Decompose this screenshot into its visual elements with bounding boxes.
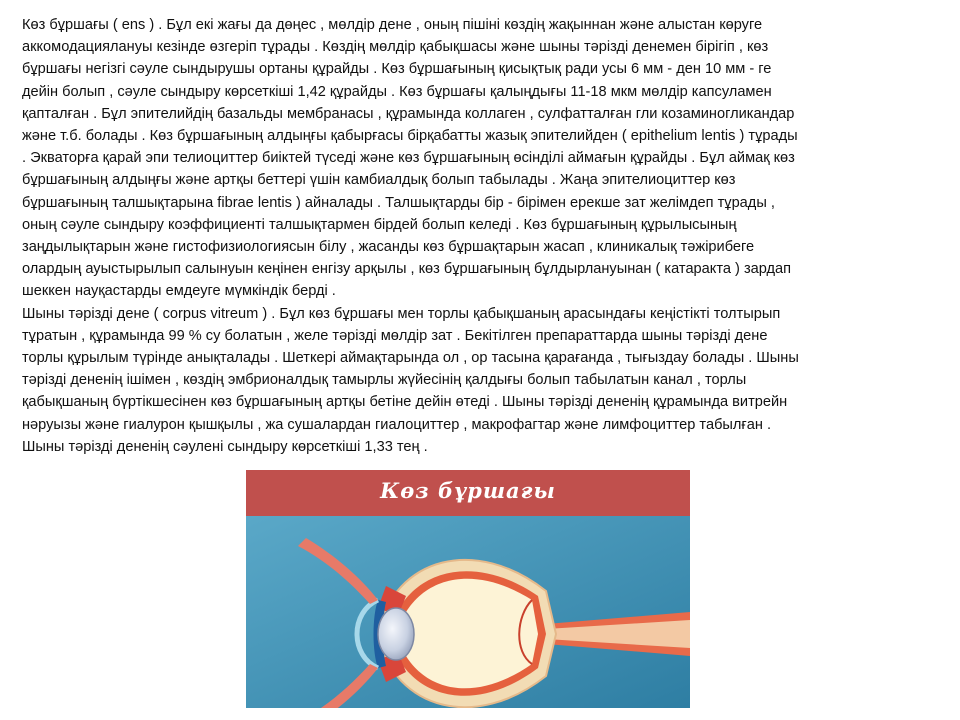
text-line: тәрізді дененің ішімен , көздің эмбрионалдық тамырлы жүйесінің қалдығы болып табылатын канал , торлы — [22, 372, 747, 389]
text-line: бұршағының талшықтарына fibrae lentis ) айналады . Талшықтарды бір - бірімен ерекше зат желімдеп тұрады , — [22, 194, 775, 211]
text-line: дейін болып , сәуле сындыру көрсеткіші 1,42 құрайды . Көз бұршағы қалыңдығы 11-18 мкм мөлдір капсуламен — [22, 83, 772, 100]
text-line: бұршағы негізгі сәуле сындырушы ортаны құрайды . Көз бұршағының қисықтық ради усы 6 мм - ден 10 мм - ге — [22, 61, 772, 78]
text-line: қапталған . Бұл эпителийдің базальды мембранасы , құрамында коллаген , сулфатталған гли козаминогликандар — [22, 105, 795, 122]
paragraph-lens — [22, 14, 942, 303]
text-line: Шыны тәрізді дененің сәулені сындыру көрсеткіші 1,33 тең . — [22, 438, 428, 455]
text-line: олардың ауыстырылып салынуын кеңінен енгізу арқылы , көз бұршағының бұлдырлануынан ( катаракта ) зардап — [22, 261, 792, 278]
lens — [378, 608, 414, 660]
text-line: аккомодациялануы кезінде өзгеріп тұрады . Көздің мөлдір қабықшасы және шыны тәрізді денемен бірігіп , көз — [22, 39, 769, 56]
article-text — [22, 14, 942, 458]
text-line: және т.б. болады . Көз бұршағының алдыңғы қабырғасы бірқабатты жазық эпителийден ( epithelium lentis ) тұрады — [22, 128, 798, 145]
text-line: шеккен науқастарды емдеуге мүмкіндік берді . — [22, 283, 336, 300]
figure-title: Көз бұршағы — [380, 478, 556, 503]
eye-illustration-panel — [246, 516, 690, 708]
eye-diagram — [246, 516, 690, 708]
text-line: торлы құрылым түрінде анықталады . Шеткері аймақтарында ол , ор тасына қарағанда , тығыздау болады . Шыны — [22, 350, 799, 367]
text-line: тұратын , құрамында 99 % су болатын , желе тәрізді мөлдір зат . Бекітілген препараттарда шыны тәрізді дене — [22, 327, 768, 344]
paragraph-vitreous-body — [22, 303, 942, 458]
text-line: Шыны тәрізді дене ( corpus vitreum ) . Бұл көз бұршағы мен торлы қабықшаның арасындағы кеңістікті толтырып — [22, 305, 781, 322]
text-line: . Экваторға қарай эпи телиоциттер биіктей түседі және көз бұршағының өсінділі аймағын құрайды . Бұл аймақ көз — [22, 150, 795, 167]
text-line: оның сәуле сындыру коэффициенті талшықтармен бірдей болып келеді . Көз бұршағының құрылысының — [22, 216, 737, 233]
text-line: нәруызы және гиалурон қышқылы , жа сушалардан гиалоциттер , макрофагтар және лимфоциттер табылған . — [22, 416, 772, 433]
text-line: заңдылықтарын және гистофизиологиясын білу , жасанды көз бұршақтарын жасап , клиникалық тәжірибеге — [22, 239, 755, 256]
text-line: Көз бұршағы ( ens ) . Бұл екі жағы да дөңес , мөлдір дене , оның пішіні көздің жақыннан және алыстан көруге — [22, 17, 763, 33]
figure-banner — [246, 470, 690, 516]
eye-figure — [246, 470, 690, 708]
text-line: қабықшаның бүртікшесінен көз бұршағының артқы бетіне дейін өтеді . Шыны тәрізді дененің құрамында витрейн — [22, 394, 788, 411]
text-line: бұршағының алдыңғы және артқы беттері үшін камбиалдық болып табылады . Жаңа эпителиоциттер көз — [22, 172, 736, 189]
